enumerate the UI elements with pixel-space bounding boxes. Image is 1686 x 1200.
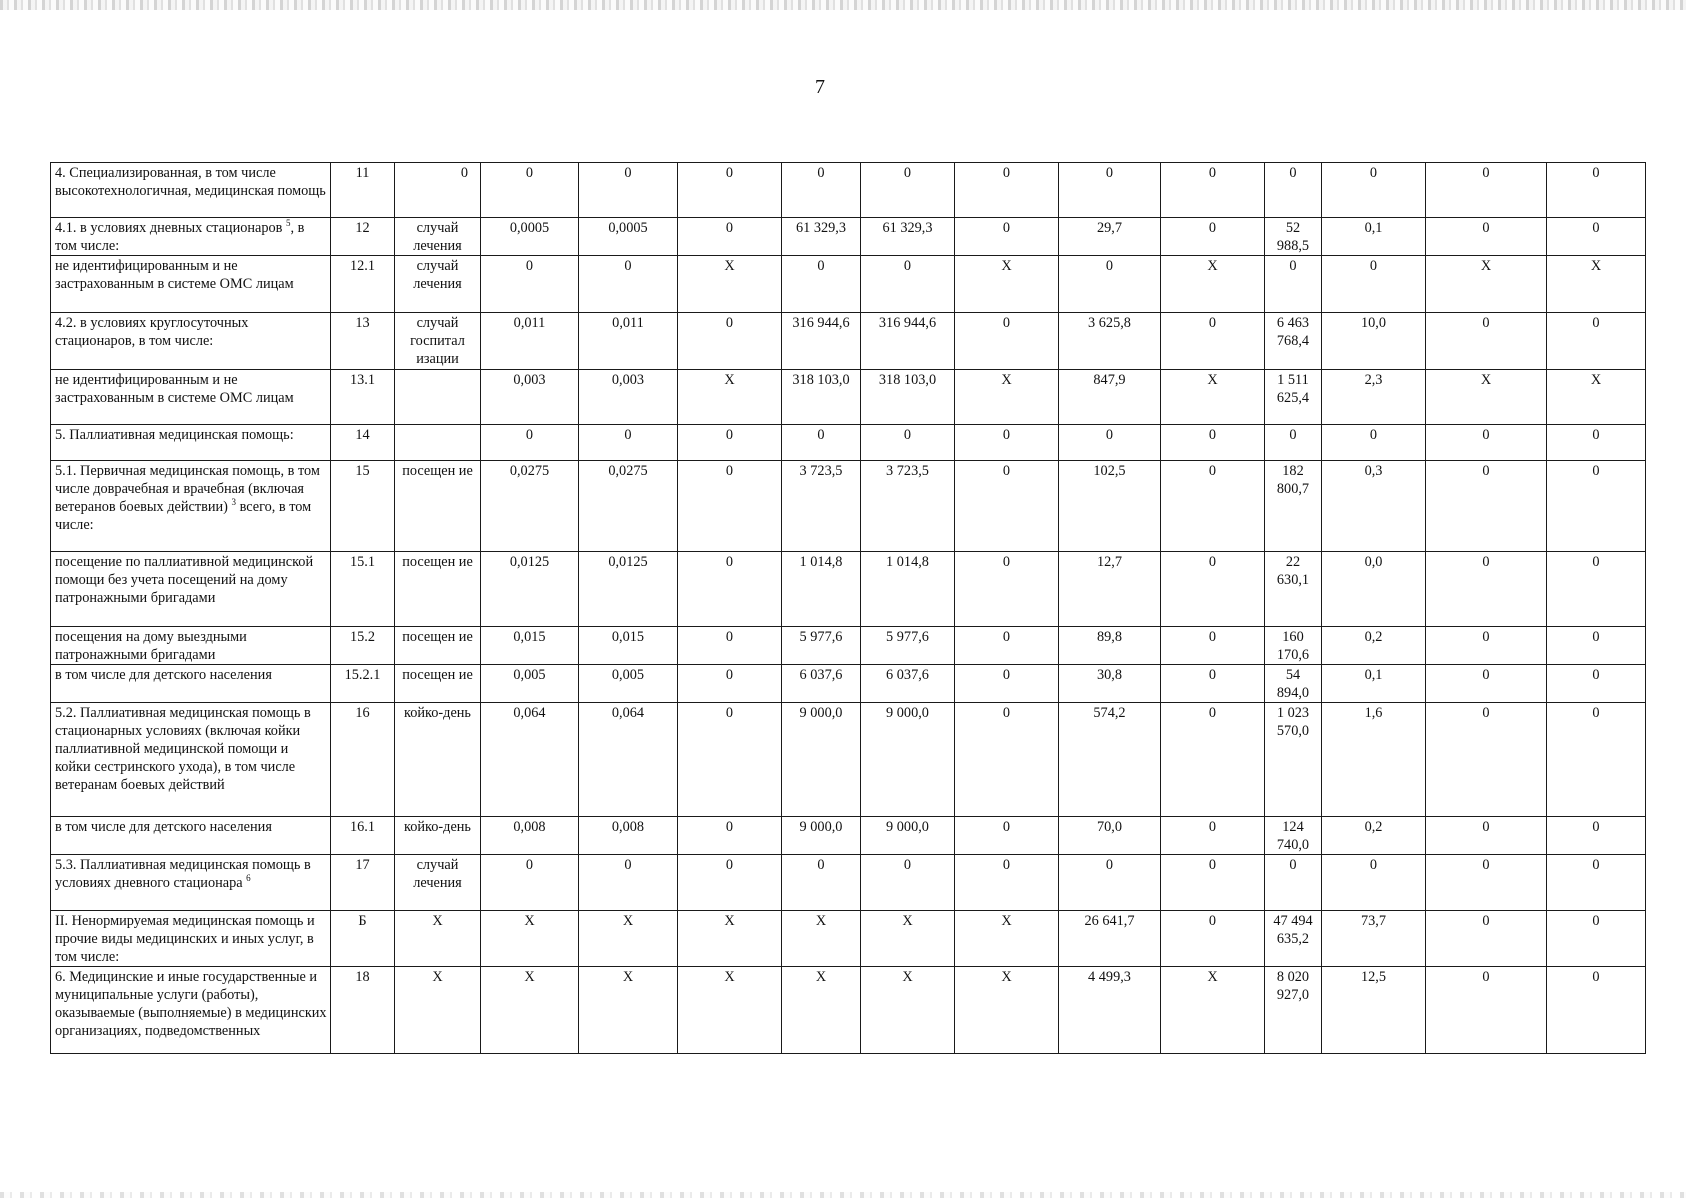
row-name-text: 5. Паллиативная медицинская помощь: xyxy=(55,427,294,443)
footnote-marker: 5 xyxy=(286,218,291,229)
unit-cell: койко-день xyxy=(395,703,481,817)
value-cell: 3 723,5 xyxy=(782,461,861,552)
row-name-cell xyxy=(51,665,331,703)
value-cell: 0 xyxy=(861,163,955,218)
value-cell: 0,064 xyxy=(481,703,579,817)
value-cell: X xyxy=(1161,256,1265,313)
row-name-text: 6. Медицинские и иные государственные и муниципальные услуги (работы), оказываемые (выполняемые) в медицинских организациях, подведомственных xyxy=(55,969,327,1039)
table-row xyxy=(51,911,1646,967)
table-row xyxy=(51,256,1646,313)
value-cell: 0 xyxy=(678,218,782,256)
value-cell: 0 xyxy=(1547,967,1646,1054)
value-cell: 0 xyxy=(1161,817,1265,855)
value-cell: X xyxy=(579,911,678,967)
value-cell: X xyxy=(481,911,579,967)
row-code-cell: 15.2.1 xyxy=(331,665,395,703)
value-cell: 0,008 xyxy=(579,817,678,855)
value-cell: 8 020 927,0 xyxy=(1265,967,1322,1054)
value-cell: 0 xyxy=(1547,703,1646,817)
value-cell: 574,2 xyxy=(1059,703,1161,817)
value-cell: X xyxy=(481,967,579,1054)
value-cell: 0 xyxy=(481,855,579,911)
value-cell: 0 xyxy=(678,163,782,218)
value-cell: 30,8 xyxy=(1059,665,1161,703)
value-cell: 0 xyxy=(1265,256,1322,313)
row-name-text: II. Ненормируемая медицинская помощь и прочие виды медицинских и иных услуг, в том числе: xyxy=(55,913,315,965)
row-name-cell xyxy=(51,911,331,967)
unit-cell: посещен ие xyxy=(395,552,481,627)
value-cell: 0 xyxy=(1161,313,1265,370)
value-cell: 1,6 xyxy=(1322,703,1426,817)
value-cell: 0,064 xyxy=(579,703,678,817)
value-cell: X xyxy=(955,256,1059,313)
value-cell: 124 740,0 xyxy=(1265,817,1322,855)
value-cell: 0 xyxy=(1426,313,1547,370)
value-cell: 316 944,6 xyxy=(782,313,861,370)
value-cell: 0 xyxy=(1547,163,1646,218)
row-name-cell xyxy=(51,703,331,817)
value-cell: 0 xyxy=(579,163,678,218)
value-cell: 1 511 625,4 xyxy=(1265,370,1322,425)
row-name-text: 4. Специализированная, в том числе высокотехнологичная, медицинская помощь xyxy=(55,165,326,199)
value-cell: 0 xyxy=(579,256,678,313)
value-cell: 0 xyxy=(1426,163,1547,218)
row-name-text: посещения на дому выездными патронажными бригадами xyxy=(55,629,247,663)
value-cell: 0 xyxy=(1426,703,1547,817)
value-cell: 182 800,7 xyxy=(1265,461,1322,552)
value-cell: 0 xyxy=(678,461,782,552)
value-cell: 0 xyxy=(955,552,1059,627)
value-cell: 0 xyxy=(1265,163,1322,218)
row-code-cell: 12.1 xyxy=(331,256,395,313)
unit-cell xyxy=(395,370,481,425)
unit-cell: койко-день xyxy=(395,817,481,855)
value-cell: 0 xyxy=(1265,855,1322,911)
value-cell: 0,015 xyxy=(481,627,579,665)
unit-cell: случай лечения xyxy=(395,256,481,313)
row-name-tail: всего, в том числе: xyxy=(55,499,312,533)
row-name-text: 5.1. Первичная медицинская помощь, в том числе доврачебная и врачебная (включая ветеранов боевых действии) xyxy=(55,463,320,515)
value-cell: 0 xyxy=(1161,425,1265,461)
value-cell: 0 xyxy=(955,163,1059,218)
value-cell: X xyxy=(1161,370,1265,425)
value-cell: 0 xyxy=(395,163,481,218)
row-code-cell: 11 xyxy=(331,163,395,218)
value-cell: 318 103,0 xyxy=(782,370,861,425)
value-cell: 0 xyxy=(1547,665,1646,703)
value-cell: 9 000,0 xyxy=(782,703,861,817)
value-cell: 5 977,6 xyxy=(861,627,955,665)
value-cell: 0 xyxy=(1322,855,1426,911)
unit-cell: случай лечения xyxy=(395,855,481,911)
value-cell: 160 170,6 xyxy=(1265,627,1322,665)
table-row xyxy=(51,163,1646,218)
value-cell: 0 xyxy=(1426,627,1547,665)
row-code-cell: 15 xyxy=(331,461,395,552)
value-cell: 0,0275 xyxy=(579,461,678,552)
value-cell: 61 329,3 xyxy=(782,218,861,256)
value-cell: X xyxy=(955,370,1059,425)
table-row xyxy=(51,967,1646,1054)
value-cell: X xyxy=(1426,370,1547,425)
value-cell: 0,0125 xyxy=(579,552,678,627)
value-cell: 0 xyxy=(1059,163,1161,218)
row-name-text: 5.2. Паллиативная медицинская помощь в стационарных условиях (включая койки паллиативной медицинской помощи и койки сестринского ухода), в том числе ветеранам боевых действий xyxy=(55,705,311,793)
row-code-cell: 13 xyxy=(331,313,395,370)
table-row xyxy=(51,703,1646,817)
value-cell: 9 000,0 xyxy=(861,703,955,817)
value-cell: 0 xyxy=(678,627,782,665)
value-cell: 0,003 xyxy=(579,370,678,425)
value-cell: 0,2 xyxy=(1322,817,1426,855)
value-cell: 0 xyxy=(1161,911,1265,967)
row-name-cell xyxy=(51,163,331,218)
table-row xyxy=(51,425,1646,461)
value-cell: 0 xyxy=(955,665,1059,703)
value-cell: 0 xyxy=(1161,627,1265,665)
unit-cell: посещен ие xyxy=(395,665,481,703)
value-cell: 0 xyxy=(1161,703,1265,817)
value-cell: X xyxy=(678,911,782,967)
value-cell: 0 xyxy=(1059,256,1161,313)
scan-edge-top xyxy=(0,0,1686,10)
value-cell: 0 xyxy=(955,855,1059,911)
row-name-text: 4.1. в условиях дневных стационаров xyxy=(55,220,283,236)
unit-cell: X xyxy=(395,967,481,1054)
table-row xyxy=(51,665,1646,703)
value-cell: 6 463 768,4 xyxy=(1265,313,1322,370)
value-cell: X xyxy=(861,967,955,1054)
value-cell: 0,0125 xyxy=(481,552,579,627)
value-cell: 0,005 xyxy=(481,665,579,703)
scan-edge-bottom xyxy=(0,1192,1686,1198)
row-code-cell: 18 xyxy=(331,967,395,1054)
value-cell: 0 xyxy=(1265,425,1322,461)
row-name-cell xyxy=(51,627,331,665)
value-cell: 0,3 xyxy=(1322,461,1426,552)
value-cell: 22 630,1 xyxy=(1265,552,1322,627)
row-name-cell xyxy=(51,256,331,313)
value-cell: 9 000,0 xyxy=(861,817,955,855)
value-cell: 61 329,3 xyxy=(861,218,955,256)
row-code-cell: 16.1 xyxy=(331,817,395,855)
value-cell: 47 494 635,2 xyxy=(1265,911,1322,967)
value-cell: 0 xyxy=(955,817,1059,855)
value-cell: 6 037,6 xyxy=(782,665,861,703)
row-name-text: не идентифицированным и не застрахованным в системе ОМС лицам xyxy=(55,258,294,292)
row-code-cell: Б xyxy=(331,911,395,967)
value-cell: 0,008 xyxy=(481,817,579,855)
row-name-cell xyxy=(51,461,331,552)
value-cell: 0 xyxy=(1426,855,1547,911)
value-cell: 0 xyxy=(1161,163,1265,218)
table-row xyxy=(51,855,1646,911)
value-cell: 0,1 xyxy=(1322,665,1426,703)
value-cell: X xyxy=(1547,256,1646,313)
value-cell: 4 499,3 xyxy=(1059,967,1161,1054)
value-cell: 0 xyxy=(782,425,861,461)
value-cell: 0,003 xyxy=(481,370,579,425)
value-cell: 0 xyxy=(1547,461,1646,552)
value-cell: 0 xyxy=(678,313,782,370)
value-cell: 0 xyxy=(782,163,861,218)
value-cell: 0,0275 xyxy=(481,461,579,552)
table-row xyxy=(51,218,1646,256)
value-cell: 0 xyxy=(1426,967,1547,1054)
value-cell: 52 988,5 xyxy=(1265,218,1322,256)
value-cell: 0 xyxy=(1426,817,1547,855)
table-row xyxy=(51,817,1646,855)
value-cell: 0 xyxy=(861,855,955,911)
value-cell: 0 xyxy=(1547,552,1646,627)
unit-cell: X xyxy=(395,911,481,967)
value-cell: 0 xyxy=(1426,552,1547,627)
value-cell: X xyxy=(782,911,861,967)
value-cell: 0 xyxy=(782,256,861,313)
value-cell: 0 xyxy=(481,256,579,313)
value-cell: 0 xyxy=(678,817,782,855)
value-cell: 0 xyxy=(678,855,782,911)
table-row xyxy=(51,370,1646,425)
value-cell: 0 xyxy=(1547,313,1646,370)
value-cell: 318 103,0 xyxy=(861,370,955,425)
value-cell: 5 977,6 xyxy=(782,627,861,665)
table-row xyxy=(51,552,1646,627)
value-cell: 0 xyxy=(955,461,1059,552)
value-cell: 0,0005 xyxy=(481,218,579,256)
value-cell: 0 xyxy=(1426,911,1547,967)
value-cell: 29,7 xyxy=(1059,218,1161,256)
value-cell: 0,011 xyxy=(579,313,678,370)
value-cell: 3 723,5 xyxy=(861,461,955,552)
value-cell: 0 xyxy=(1161,218,1265,256)
row-name-cell xyxy=(51,313,331,370)
value-cell: 102,5 xyxy=(1059,461,1161,552)
unit-cell: посещен ие xyxy=(395,461,481,552)
value-cell: 12,5 xyxy=(1322,967,1426,1054)
value-cell: 0 xyxy=(861,425,955,461)
value-cell: 0 xyxy=(678,552,782,627)
row-code-cell: 15.1 xyxy=(331,552,395,627)
value-cell: 0 xyxy=(955,218,1059,256)
row-name-cell xyxy=(51,817,331,855)
value-cell: 316 944,6 xyxy=(861,313,955,370)
value-cell: 0,011 xyxy=(481,313,579,370)
row-name-cell xyxy=(51,967,331,1054)
value-cell: 0 xyxy=(481,163,579,218)
footnote-marker: 3 xyxy=(231,497,237,508)
value-cell: X xyxy=(955,911,1059,967)
value-cell: 0 xyxy=(481,425,579,461)
value-cell: 89,8 xyxy=(1059,627,1161,665)
value-cell: 6 037,6 xyxy=(861,665,955,703)
value-cell: 0,0005 xyxy=(579,218,678,256)
value-cell: 1 014,8 xyxy=(782,552,861,627)
value-cell: X xyxy=(1426,256,1547,313)
value-cell: 0 xyxy=(1547,425,1646,461)
value-cell: 847,9 xyxy=(1059,370,1161,425)
value-cell: 0 xyxy=(1426,665,1547,703)
row-name-text: в том числе для детского населения xyxy=(55,667,272,683)
unit-cell: случай госпитал изации xyxy=(395,313,481,370)
data-table xyxy=(50,162,1646,1054)
value-cell: 0 xyxy=(1426,218,1547,256)
value-cell: 0,015 xyxy=(579,627,678,665)
value-cell: X xyxy=(955,967,1059,1054)
value-cell: X xyxy=(861,911,955,967)
footnote-marker: 6 xyxy=(246,873,251,884)
value-cell: 0 xyxy=(1322,425,1426,461)
value-cell: 0,2 xyxy=(1322,627,1426,665)
value-cell: 0 xyxy=(1547,817,1646,855)
row-code-cell: 17 xyxy=(331,855,395,911)
value-cell: 12,7 xyxy=(1059,552,1161,627)
value-cell: 0,1 xyxy=(1322,218,1426,256)
value-cell: 0 xyxy=(579,855,678,911)
value-cell: 0 xyxy=(1322,163,1426,218)
row-name-text: посещение по паллиативной медицинской помощи без учета посещений на дому патронажными бригадами xyxy=(55,554,314,606)
value-cell: 0 xyxy=(579,425,678,461)
value-cell: 0 xyxy=(955,425,1059,461)
value-cell: 0 xyxy=(861,256,955,313)
value-cell: X xyxy=(1161,967,1265,1054)
value-cell: 0 xyxy=(1547,627,1646,665)
unit-cell xyxy=(395,425,481,461)
value-cell: 0,005 xyxy=(579,665,678,703)
value-cell: 0 xyxy=(955,313,1059,370)
row-name-cell xyxy=(51,218,331,256)
table-row xyxy=(51,461,1646,552)
value-cell: 0 xyxy=(955,703,1059,817)
value-cell: 26 641,7 xyxy=(1059,911,1161,967)
value-cell: X xyxy=(678,256,782,313)
value-cell: 70,0 xyxy=(1059,817,1161,855)
value-cell: 1 014,8 xyxy=(861,552,955,627)
value-cell: 2,3 xyxy=(1322,370,1426,425)
value-cell: 0 xyxy=(1547,218,1646,256)
row-name-text: в том числе для детского населения xyxy=(55,819,272,835)
row-name-text: 4.2. в условиях круглосуточных стационаров, в том числе: xyxy=(55,315,249,349)
value-cell: 0 xyxy=(1547,911,1646,967)
value-cell: 0 xyxy=(1161,552,1265,627)
row-name-cell xyxy=(51,370,331,425)
value-cell: 10,0 xyxy=(1322,313,1426,370)
row-code-cell: 13.1 xyxy=(331,370,395,425)
value-cell: 0 xyxy=(782,855,861,911)
row-name-text: не идентифицированным и не застрахованным в системе ОМС лицам xyxy=(55,372,294,406)
row-code-cell: 14 xyxy=(331,425,395,461)
value-cell: 0 xyxy=(678,665,782,703)
value-cell: 0 xyxy=(1426,425,1547,461)
row-code-cell: 12 xyxy=(331,218,395,256)
page-number: 7 xyxy=(815,76,825,98)
row-name-tail: , в том числе: xyxy=(55,220,305,254)
value-cell: 0 xyxy=(1161,461,1265,552)
table-row xyxy=(51,627,1646,665)
value-cell: 0 xyxy=(1547,855,1646,911)
value-cell: 0 xyxy=(678,425,782,461)
value-cell: 0,0 xyxy=(1322,552,1426,627)
value-cell: 0 xyxy=(678,703,782,817)
unit-cell: случай лечения xyxy=(395,218,481,256)
row-name-cell xyxy=(51,552,331,627)
value-cell: X xyxy=(678,967,782,1054)
value-cell: 0 xyxy=(1059,425,1161,461)
value-cell: X xyxy=(579,967,678,1054)
value-cell: 0 xyxy=(1161,855,1265,911)
row-code-cell: 15.2 xyxy=(331,627,395,665)
row-code-cell: 16 xyxy=(331,703,395,817)
value-cell: 0 xyxy=(955,627,1059,665)
value-cell: 0 xyxy=(1161,665,1265,703)
value-cell: 3 625,8 xyxy=(1059,313,1161,370)
value-cell: 9 000,0 xyxy=(782,817,861,855)
value-cell: X xyxy=(1547,370,1646,425)
value-cell: 54 894,0 xyxy=(1265,665,1322,703)
value-cell: 1 023 570,0 xyxy=(1265,703,1322,817)
value-cell: X xyxy=(678,370,782,425)
value-cell: 0 xyxy=(1059,855,1161,911)
unit-cell: посещен ие xyxy=(395,627,481,665)
table-row xyxy=(51,313,1646,370)
value-cell: 0 xyxy=(1322,256,1426,313)
row-name-text: 5.3. Паллиативная медицинская помощь в условиях дневного стационара xyxy=(55,857,311,891)
row-name-cell xyxy=(51,425,331,461)
value-cell: X xyxy=(782,967,861,1054)
value-cell: 0 xyxy=(1426,461,1547,552)
row-name-cell xyxy=(51,855,331,911)
value-cell: 73,7 xyxy=(1322,911,1426,967)
